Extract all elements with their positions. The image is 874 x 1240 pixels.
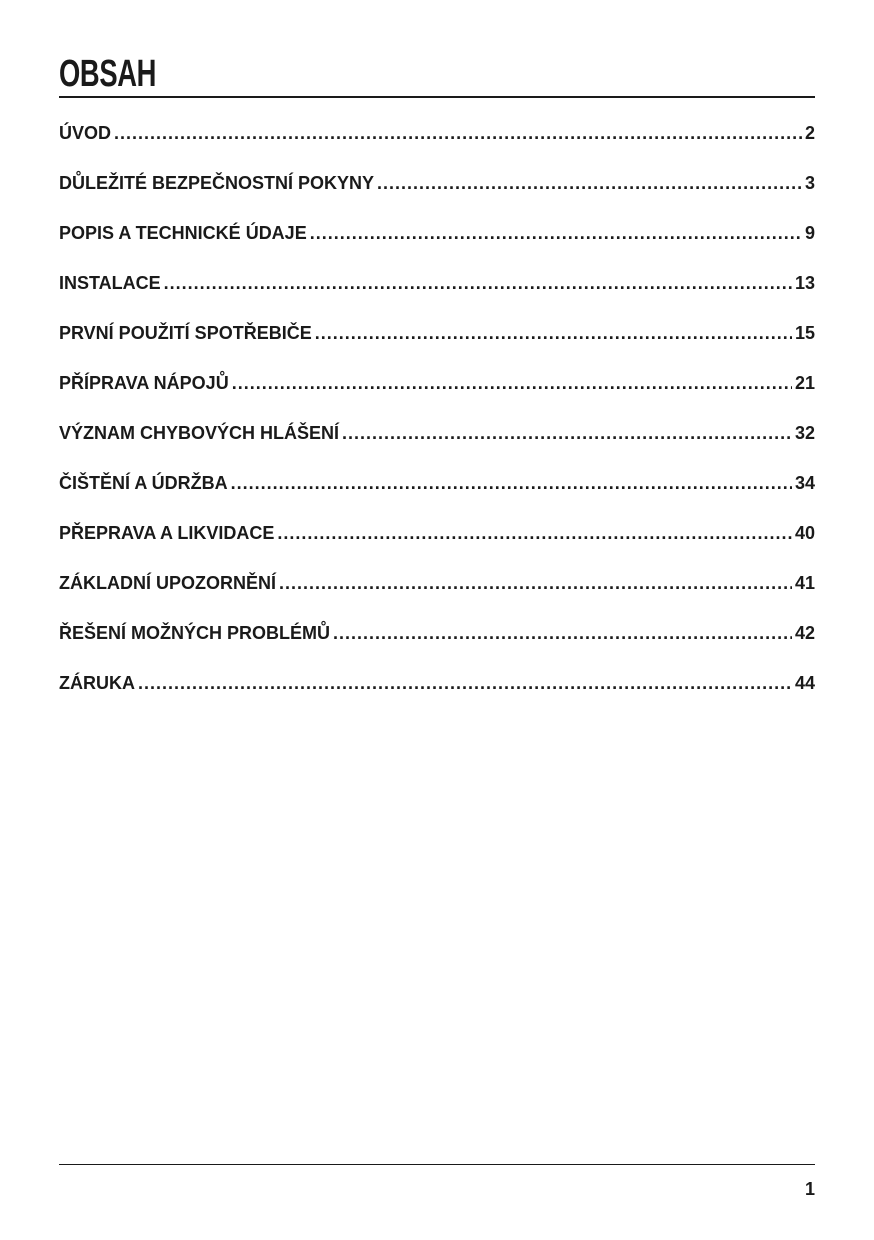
toc-entry-page: 3	[804, 173, 815, 193]
title-divider	[59, 96, 815, 98]
toc-dot-leader	[138, 668, 792, 698]
toc-entry-bezpecnostni-pokyny[interactable]	[59, 168, 815, 218]
toc-entry-page: 15	[794, 323, 815, 343]
toc-dot-leader	[232, 368, 792, 398]
table-of-contents	[59, 118, 815, 718]
toc-entry-priprava-napoju[interactable]	[59, 368, 815, 418]
toc-entry-zakladni-upozorneni[interactable]	[59, 568, 815, 618]
toc-entry-preprava-likvidace[interactable]	[59, 518, 815, 568]
toc-entry-popis[interactable]	[59, 218, 815, 268]
toc-entry-label: ÚVOD	[59, 123, 112, 143]
footer-divider	[59, 1164, 815, 1165]
page-number: 1	[804, 1179, 815, 1199]
toc-entry-page: 34	[794, 473, 815, 493]
toc-entry-label: POPIS A TECHNICKÉ ÚDAJE	[59, 223, 307, 243]
toc-dot-leader	[377, 168, 802, 198]
toc-entry-page: 13	[794, 273, 815, 293]
toc-dot-leader	[114, 118, 802, 148]
toc-entry-page: 40	[794, 523, 815, 543]
toc-entry-page: 2	[804, 123, 815, 143]
toc-entry-page: 42	[794, 623, 815, 643]
toc-entry-cisteni-udrzba[interactable]	[59, 468, 815, 518]
toc-entry-uvod[interactable]	[59, 118, 815, 168]
toc-dot-leader	[315, 318, 792, 348]
toc-entry-label: ŘEŠENÍ MOŽNÝCH PROBLÉMŮ	[59, 623, 331, 643]
toc-entry-chybova-hlaseni[interactable]	[59, 418, 815, 468]
toc-entry-page: 32	[794, 423, 815, 443]
toc-dot-leader	[231, 468, 792, 498]
toc-entry-page: 41	[794, 573, 815, 593]
toc-entry-label: PŘEPRAVA A LIKVIDACE	[59, 523, 275, 543]
page-title: OBSAH	[59, 53, 157, 95]
toc-dot-leader	[342, 418, 792, 448]
toc-entry-reseni-problemu[interactable]	[59, 618, 815, 668]
toc-entry-label: ZÁRUKA	[59, 673, 135, 693]
toc-entry-label: PŘÍPRAVA NÁPOJŮ	[59, 373, 229, 393]
toc-entry-label: ČIŠTĚNÍ A ÚDRŽBA	[59, 473, 228, 493]
toc-entry-label: VÝZNAM CHYBOVÝCH HLÁŠENÍ	[59, 423, 340, 443]
toc-entry-label: INSTALACE	[59, 273, 161, 293]
toc-entry-prvni-pouziti[interactable]	[59, 318, 815, 368]
toc-dot-leader	[310, 218, 802, 248]
toc-entry-instalace[interactable]	[59, 268, 815, 318]
toc-entry-page: 9	[804, 223, 815, 243]
toc-entry-page: 44	[794, 673, 815, 693]
toc-entry-zaruka[interactable]	[59, 668, 815, 718]
toc-dot-leader	[279, 568, 792, 598]
toc-entry-label: PRVNÍ POUŽITÍ SPOTŘEBIČE	[59, 323, 312, 343]
toc-entry-label: DŮLEŽITÉ BEZPEČNOSTNÍ POKYNY	[59, 173, 375, 193]
toc-entry-page: 21	[794, 373, 815, 393]
toc-dot-leader	[277, 518, 792, 548]
toc-entry-label: ZÁKLADNÍ UPOZORNĚNÍ	[59, 573, 276, 593]
toc-dot-leader	[164, 268, 792, 298]
toc-dot-leader	[333, 618, 792, 648]
